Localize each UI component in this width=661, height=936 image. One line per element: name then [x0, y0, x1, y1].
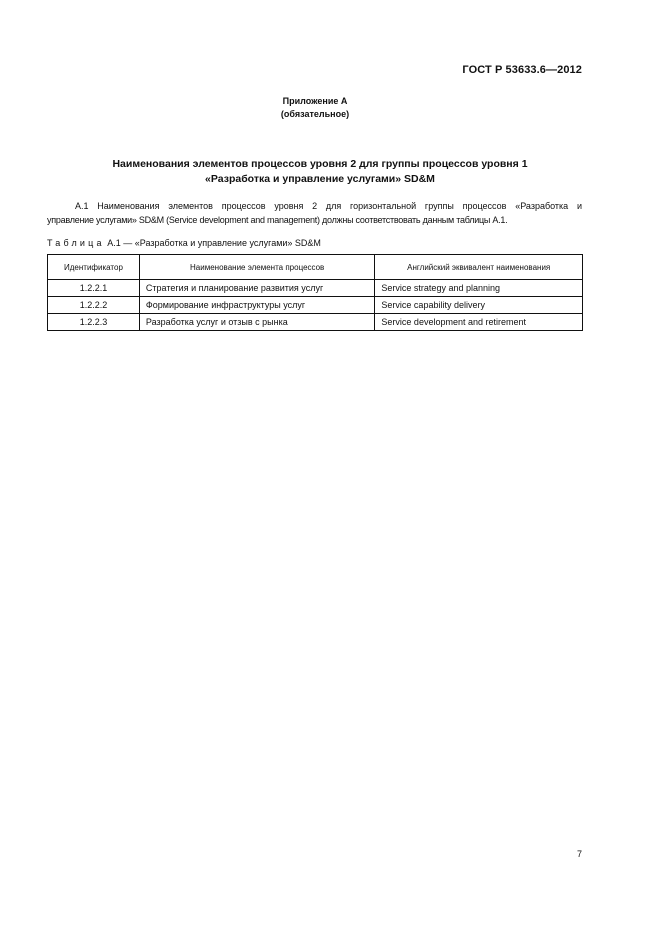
column-header-english-name: Английский эквивалент наименования: [375, 255, 583, 280]
cell-english-name: Service capability delivery: [375, 297, 583, 314]
table-row: [48, 314, 583, 331]
process-elements-table: [47, 254, 583, 331]
section-heading-line2: «Разработка и управление услугами» SD&M: [205, 173, 435, 185]
cell-element-name: Разработка услуг и отзыв с рынка: [139, 314, 375, 331]
cell-element-name: Стратегия и планирование развития услуг: [139, 280, 375, 297]
cell-identifier: 1.2.2.1: [48, 280, 140, 297]
paragraph-line2: управление услугами» SD&M (Service development and management) должны соответствовать данным таблицы А.1.: [47, 215, 508, 225]
page-number: 7: [576, 849, 582, 859]
paragraph-line1: А.1 Наименования элементов процессов уровня 2 для горизонтальной группы процессов «Разработка и: [75, 201, 582, 211]
table-caption-text: А.1 — «Разработка и управление услугами» SD&M: [107, 238, 321, 248]
column-header-element-name: Наименование элемента процессов: [139, 255, 375, 280]
cell-identifier: 1.2.2.3: [48, 314, 140, 331]
table-row: [48, 280, 583, 297]
table-caption-prefix: Таблица: [47, 238, 105, 248]
cell-identifier: 1.2.2.2: [48, 297, 140, 314]
table-caption: [47, 237, 321, 249]
cell-english-name: Service strategy and planning: [375, 280, 583, 297]
annex-title: Приложение А: [282, 96, 348, 106]
cell-english-name: Service development and retirement: [375, 314, 583, 331]
table-row: [48, 297, 583, 314]
column-header-identifier: Идентификатор: [48, 255, 140, 280]
table-header-row: [48, 255, 583, 280]
annex-status: (обязательное): [280, 109, 350, 119]
cell-element-name: Формирование инфраструктуры услуг: [139, 297, 375, 314]
standard-code: ГОСТ Р 53633.6—2012: [462, 64, 582, 76]
section-heading-line1: Наименования элементов процессов уровня 2 для группы процессов уровня 1: [112, 158, 528, 170]
